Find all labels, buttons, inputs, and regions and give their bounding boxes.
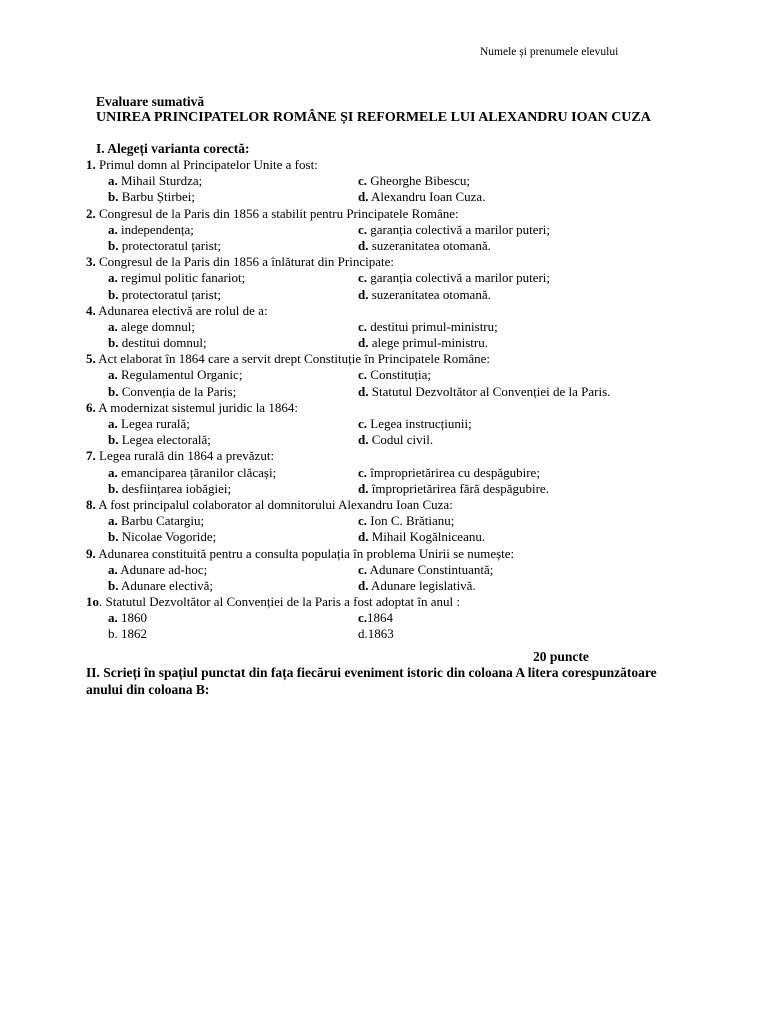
answer-options [108, 222, 746, 254]
option-text: protectoratul țarist; [118, 286, 222, 302]
option-text: Nicolae Vogoride; [118, 529, 217, 545]
option-letter: a. [108, 173, 118, 189]
option-letter: d. [358, 432, 369, 448]
answer-option-b [108, 578, 358, 594]
answer-option-c [358, 513, 658, 529]
question-number: 5. [86, 351, 96, 367]
answer-option-d [358, 287, 658, 303]
answer-options [108, 416, 746, 448]
answer-option-d [358, 481, 658, 497]
answer-option-d [358, 578, 658, 594]
option-letter: d. [358, 626, 368, 642]
option-letter: c. [358, 173, 368, 189]
question-prompt: Primul domn al Principatelor Unite a fost: [95, 157, 318, 172]
answer-option-b [108, 287, 358, 303]
option-text: Mihail Kogălniceanu. [368, 529, 486, 545]
question-prompt: Congresul de la Paris din 1856 a înlăturat din Principate: [95, 254, 394, 270]
option-text: Ion C. Brătianu; [367, 513, 455, 529]
question-prompt: Legea rurală din 1864 a prevăzut: [95, 448, 275, 464]
option-letter: d. [358, 480, 369, 496]
question-text [86, 351, 746, 367]
answer-option-c [358, 367, 658, 383]
option-text: Legea instrucțiunii; [367, 416, 472, 431]
answer-options [108, 610, 746, 642]
option-letter: d. [358, 237, 369, 253]
option-text: 1864 [367, 610, 394, 626]
answer-options [108, 319, 746, 351]
option-letter: a. [108, 221, 118, 237]
question-number: 1. [86, 157, 96, 172]
option-letter: b. [108, 335, 119, 351]
option-letter: b. [108, 577, 119, 593]
option-letter: d. [358, 383, 369, 399]
answer-option-c [358, 465, 658, 481]
question-item [86, 448, 746, 497]
question-item [86, 497, 746, 546]
option-letter: b. [108, 237, 119, 253]
answer-option-d [358, 335, 658, 351]
answer-option-d [358, 238, 658, 254]
option-text: emanciparea țăranilor clăcași; [117, 464, 277, 480]
question-prompt: Adunarea electivă are rolul de a: [95, 302, 268, 318]
option-letter: b. [108, 189, 119, 205]
option-letter: d. [358, 189, 369, 205]
option-text: Constituția; [367, 367, 431, 383]
option-letter: b. [108, 432, 119, 448]
option-letter: a. [108, 561, 118, 577]
answer-option-b [108, 626, 358, 642]
question-number: 2. [86, 205, 96, 221]
question-number: 9. [86, 545, 96, 561]
question-text [86, 497, 746, 513]
answer-options [108, 465, 746, 497]
option-text: Legea electorală; [118, 432, 211, 448]
question-item [86, 303, 746, 352]
section-2-heading: II. Scrieți în spațiul punctat din fața fiecărui eveniment istoric din coloana A litera corespunzătoare anului din coloana B: [86, 665, 657, 697]
answer-option-b [108, 529, 358, 545]
answer-option-a [108, 465, 358, 481]
question-text [86, 594, 746, 610]
answer-option-b [108, 432, 358, 448]
evaluation-label: Evaluare sumativă [96, 94, 205, 109]
answer-options [108, 173, 746, 205]
question-prompt: . Statutul Dezvoltător al Convenției de la Paris a fost adoptat în anul : [99, 594, 461, 610]
answer-option-b [108, 384, 358, 400]
option-letter: c. [358, 221, 368, 237]
question-number: 7. [86, 448, 96, 464]
option-letter: a. [108, 610, 118, 626]
answer-option-c [358, 562, 658, 578]
option-letter: d. [358, 286, 369, 302]
option-text: Gheorghe Bibescu; [367, 173, 471, 189]
answer-option-a [108, 270, 358, 286]
option-text: Regulamentul Organic; [117, 367, 243, 383]
section-1-heading: I. Alegeți varianta corectă: [96, 141, 250, 156]
option-letter: c. [358, 464, 368, 480]
question-number: 6. [86, 399, 96, 415]
answer-options [108, 513, 746, 545]
option-text: Adunare ad-hoc; [117, 561, 208, 577]
option-letter: a. [108, 513, 118, 529]
option-text: împroprietărirea cu despăgubire; [367, 464, 540, 480]
option-letter: c. [358, 318, 368, 334]
option-text: alege domnul; [117, 318, 196, 334]
answer-option-c [358, 173, 658, 189]
answer-option-a [108, 173, 358, 189]
question-number: 1o [86, 594, 99, 610]
answer-option-a [108, 416, 358, 432]
answer-options [108, 367, 746, 399]
option-text: Adunare Constintuantă; [367, 561, 494, 577]
option-letter: d. [358, 529, 369, 545]
option-text: Statutul Dezvoltător al Convenției de la Paris. [368, 383, 611, 399]
answer-option-a [108, 319, 358, 335]
option-text: regimul politic fanariot; [117, 270, 246, 286]
option-letter: d. [358, 335, 369, 351]
question-prompt: A fost principalul colaborator al domnitorului Alexandru Ioan Cuza: [95, 496, 453, 512]
option-text: garanția colectivă a marilor puteri; [367, 221, 551, 237]
option-letter: c. [358, 416, 368, 431]
option-letter: b. [108, 286, 119, 302]
points-label: 20 puncte [533, 649, 589, 664]
answer-option-c [358, 222, 658, 238]
option-letter: b. [108, 480, 119, 496]
option-text: Adunare electivă; [118, 577, 214, 593]
option-text: suzeranitatea otomană. [368, 286, 491, 302]
option-text: 1860 [117, 610, 147, 626]
answer-option-d [358, 189, 658, 205]
option-letter: a. [108, 367, 118, 383]
question-list [86, 157, 746, 643]
option-letter: c. [358, 367, 368, 383]
option-text: independența; [117, 221, 194, 237]
question-text [86, 546, 746, 562]
option-letter: a. [108, 318, 118, 334]
question-text [86, 400, 746, 416]
answer-option-b [108, 189, 358, 205]
option-text: Mihail Sturdza; [117, 173, 203, 189]
question-prompt: Act elaborat în 1864 care a servit drept Constituție în Principatele Române: [95, 351, 490, 367]
question-prompt: Congresul de la Paris din 1856 a stabilit pentru Principatele Române: [95, 205, 459, 221]
option-letter: c. [358, 270, 368, 286]
answer-option-c [358, 270, 658, 286]
option-text: desființarea iobăgiei; [118, 480, 232, 496]
option-text: 1863 [367, 626, 394, 642]
answer-option-a [108, 513, 358, 529]
question-item [86, 400, 746, 449]
question-text [86, 254, 746, 270]
answer-option-d [358, 626, 658, 642]
question-number: 3. [86, 254, 96, 270]
answer-option-d [358, 384, 658, 400]
option-text: destitui primul-ministru; [367, 318, 498, 334]
page-title: UNIREA PRINCIPATELOR ROMÂNE ȘI REFORMELE LUI ALEXANDRU IOAN CUZA [96, 110, 651, 125]
question-item [86, 594, 746, 643]
option-letter: b. [108, 529, 119, 545]
answer-option-a [108, 610, 358, 626]
option-text: protectoratul țarist; [118, 237, 222, 253]
option-text: Codul civil. [368, 432, 434, 448]
option-letter: c. [358, 610, 368, 626]
answer-option-a [108, 367, 358, 383]
answer-option-c [358, 610, 658, 626]
option-letter: a. [108, 464, 118, 480]
answer-option-a [108, 562, 358, 578]
question-text [86, 157, 746, 173]
answer-option-c [358, 416, 658, 432]
question-item [86, 206, 746, 255]
option-text: Barbu Catargiu; [117, 513, 205, 529]
option-letter: a. [108, 270, 118, 286]
option-text: împroprietărirea fără despăgubire. [368, 480, 549, 496]
question-text [86, 206, 746, 222]
question-number: 8. [86, 496, 96, 512]
answer-option-b [108, 335, 358, 351]
option-text: Adunare legislativă. [368, 577, 476, 593]
option-text: destitui domnul; [118, 335, 207, 351]
option-letter: b. [108, 383, 119, 399]
answer-option-d [358, 529, 658, 545]
question-item [86, 546, 746, 595]
answer-options [108, 270, 746, 302]
question-text [86, 303, 746, 319]
option-letter: c. [358, 513, 368, 529]
option-letter: a. [108, 416, 118, 431]
option-text: garanția colectivă a marilor puteri; [367, 270, 551, 286]
option-text: Legea rurală; [117, 416, 190, 431]
option-letter: c. [358, 561, 368, 577]
question-item [86, 254, 746, 303]
student-name-label: Numele și prenumele elevului [480, 46, 619, 58]
answer-option-b [108, 481, 358, 497]
question-prompt: A modernizat sistemul juridic la 1864: [95, 399, 298, 415]
answer-option-c [358, 319, 658, 335]
question-text [86, 448, 746, 464]
answer-option-a [108, 222, 358, 238]
option-letter: d. [358, 577, 369, 593]
answer-options [108, 562, 746, 594]
answer-option-b [108, 238, 358, 254]
question-item [86, 157, 746, 206]
option-letter: b. [108, 626, 118, 642]
question-prompt: Adunarea constituită pentru a consulta populația în problema Unirii se numește: [95, 545, 515, 561]
option-text: 1862 [117, 626, 147, 642]
option-text: alege primul-ministru. [368, 335, 488, 351]
option-text: Alexandru Ioan Cuza. [368, 189, 486, 205]
question-number: 4. [86, 302, 96, 318]
option-text: Convenția de la Paris; [118, 383, 237, 399]
option-text: suzeranitatea otomană. [368, 237, 491, 253]
option-text: Barbu Știrbei; [118, 189, 196, 205]
question-item [86, 351, 746, 400]
answer-option-d [358, 432, 658, 448]
